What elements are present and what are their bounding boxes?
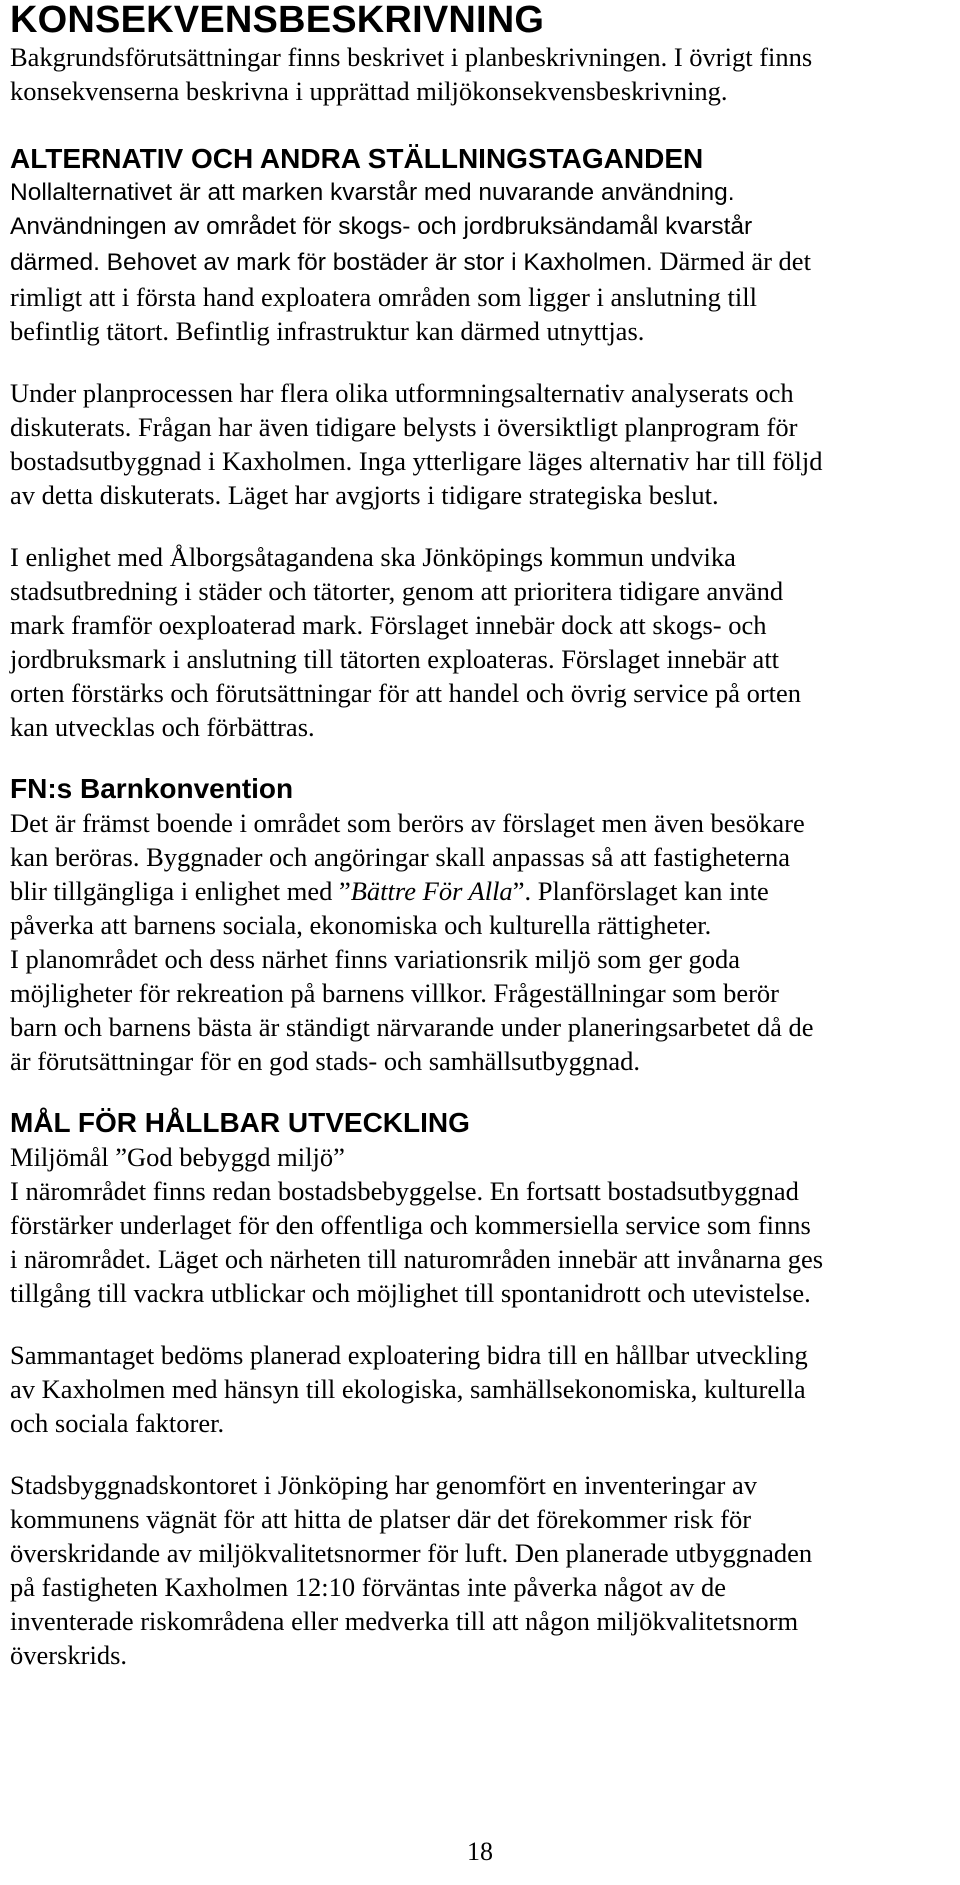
sustainability-p3-line-3: överskridande av miljökvalitetsnormer för luft. Den planerade utbyggnaden xyxy=(10,1538,813,1568)
alternatives-p1-line-4: rimligt att i första hand exploatera områden som ligger i anslutning till xyxy=(10,282,757,312)
children-line-4: påverka att barnens sociala, ekonomiska och kulturella rättigheter. xyxy=(10,910,712,940)
sustainability-p1-line-4: i närområdet. Läget och närheten till naturområden innebär att invånarna ges xyxy=(10,1244,824,1274)
alternatives-p1-line-1: Nollalternativet är att marken kvarstår med nuvarande användning. xyxy=(10,179,735,206)
children-line-3-italic: Bättre För Alla xyxy=(350,876,513,906)
sustainability-p3-line-1: Stadsbyggnadskontoret i Jönköping har genomfört en inventeringar av xyxy=(10,1470,757,1500)
sustainability-p1-line-5: tillgång till vackra utblickar och möjlighet till spontanidrott och utevistelse. xyxy=(10,1278,811,1308)
alternatives-p1-line-2: Användningen av området för skogs- och jordbruksändamål kvarstår xyxy=(10,213,753,240)
children-line-7: barn och barnens bästa är ständigt närvarande under planeringsarbetet då de xyxy=(10,1012,814,1042)
alternatives-p3-line-2: stadsutbredning i städer och tätorter, genom att prioritera tidigare använd xyxy=(10,576,784,606)
heading-barnkonvention: FN:s Barnkonvention xyxy=(10,773,294,804)
children-line-8: är förutsättningar för en god stads- och samhällsutbyggnad. xyxy=(10,1046,640,1076)
children-line-5: I planområdet och dess närhet finns variationsrik miljö som ger goda xyxy=(10,944,741,974)
children-line-3-before: blir tillgängliga i enlighet med ” xyxy=(10,876,351,906)
children-line-3-after: ”. Planförslaget kan inte xyxy=(512,876,769,906)
alternatives-p1-line-3-serif: Därmed är det xyxy=(652,246,811,276)
alternatives-p2-line-3: bostadsutbyggnad i Kaxholmen. Inga ytterligare läges alternativ har till följd xyxy=(10,446,823,476)
heading-alternativ: ALTERNATIV OCH ANDRA STÄLLNINGSTAGANDEN xyxy=(10,143,704,174)
sustainability-p2-line-3: och sociala faktorer. xyxy=(10,1408,225,1438)
alternatives-p3-line-5: orten förstärks och förutsättningar för att handel och övrig service på orten xyxy=(10,678,802,708)
sustainability-p3-line-5: inventerade riskområdena eller medverka till att någon miljökvalitetsnorm xyxy=(10,1606,799,1636)
sustainability-p3-line-2: kommunens vägnät för att hitta de platser där det förekommer risk för xyxy=(10,1504,752,1534)
alternatives-p1-line-5: befintlig tätort. Befintlig infrastruktur kan därmed utnyttjas. xyxy=(10,316,645,346)
children-line-6: möjligheter för rekreation på barnens villkor. Frågeställningar som berör xyxy=(10,978,780,1008)
alternatives-p3-line-4: jordbruksmark i anslutning till tätorten exploateras. Förslaget innebär att xyxy=(10,644,780,674)
alternatives-p1-line-3 xyxy=(10,244,950,280)
alternatives-p2-line-1: Under planprocessen har flera olika utformningsalternativ analyserats och xyxy=(10,378,794,408)
children-line-1: Det är främst boende i området som berörs av förslaget men även besökare xyxy=(10,808,805,838)
heading-hallbar-utveckling: MÅL FÖR HÅLLBAR UTVECKLING xyxy=(10,1107,470,1138)
sustainability-p2-line-1: Sammantaget bedöms planerad exploatering bidra till en hållbar utveckling xyxy=(10,1340,808,1370)
sustainability-p1-line-1: Miljömål ”God bebyggd miljö” xyxy=(10,1142,345,1172)
sustainability-p1-line-2: I närområdet finns redan bostadsbebyggelse. En fortsatt bostadsutbyggnad xyxy=(10,1176,799,1206)
alternatives-p3-line-6: kan utvecklas och förbättras. xyxy=(10,712,315,742)
alternatives-p1-line-3-sans: därmed. Behovet av mark för bostäder är stor i Kaxholmen. xyxy=(10,249,653,276)
children-line-3 xyxy=(10,874,950,908)
page-number: 18 xyxy=(467,1837,493,1866)
sustainability-p2-line-2: av Kaxholmen med hänsyn till ekologiska, samhällsekonomiska, kulturella xyxy=(10,1374,806,1404)
alternatives-p2-line-2: diskuterats. Frågan har även tidigare belysts i översiktligt planprogram för xyxy=(10,412,798,442)
document-page xyxy=(10,0,950,1672)
children-line-2: kan beröras. Byggnader och angöringar skall anpassas så att fastigheterna xyxy=(10,842,791,872)
alternatives-p2-line-4: av detta diskuterats. Läget har avgjorts i tidigare strategiska beslut. xyxy=(10,480,719,510)
alternatives-p3-line-3: mark framför oexploaterad mark. Förslaget innebär dock att skogs- och xyxy=(10,610,767,640)
consequences-line-1: Bakgrundsförutsättningar finns beskrivet i planbeskrivningen. I övrigt finns xyxy=(10,42,813,72)
heading-konsekvensbeskrivning: KONSEKVENSBESKRIVNING xyxy=(10,0,545,41)
sustainability-p3-line-4: på fastigheten Kaxholmen 12:10 förväntas inte påverka något av de xyxy=(10,1572,726,1602)
sustainability-p1-line-3: förstärker underlaget för den offentliga och kommersiella service som finns xyxy=(10,1210,811,1240)
sustainability-p3-line-6: överskrids. xyxy=(10,1640,128,1670)
alternatives-p3-line-1: I enlighet med Ålborgsåtagandena ska Jönköpings kommun undvika xyxy=(10,542,736,572)
consequences-line-2: konsekvenserna beskrivna i upprättad miljökonsekvensbeskrivning. xyxy=(10,76,728,106)
